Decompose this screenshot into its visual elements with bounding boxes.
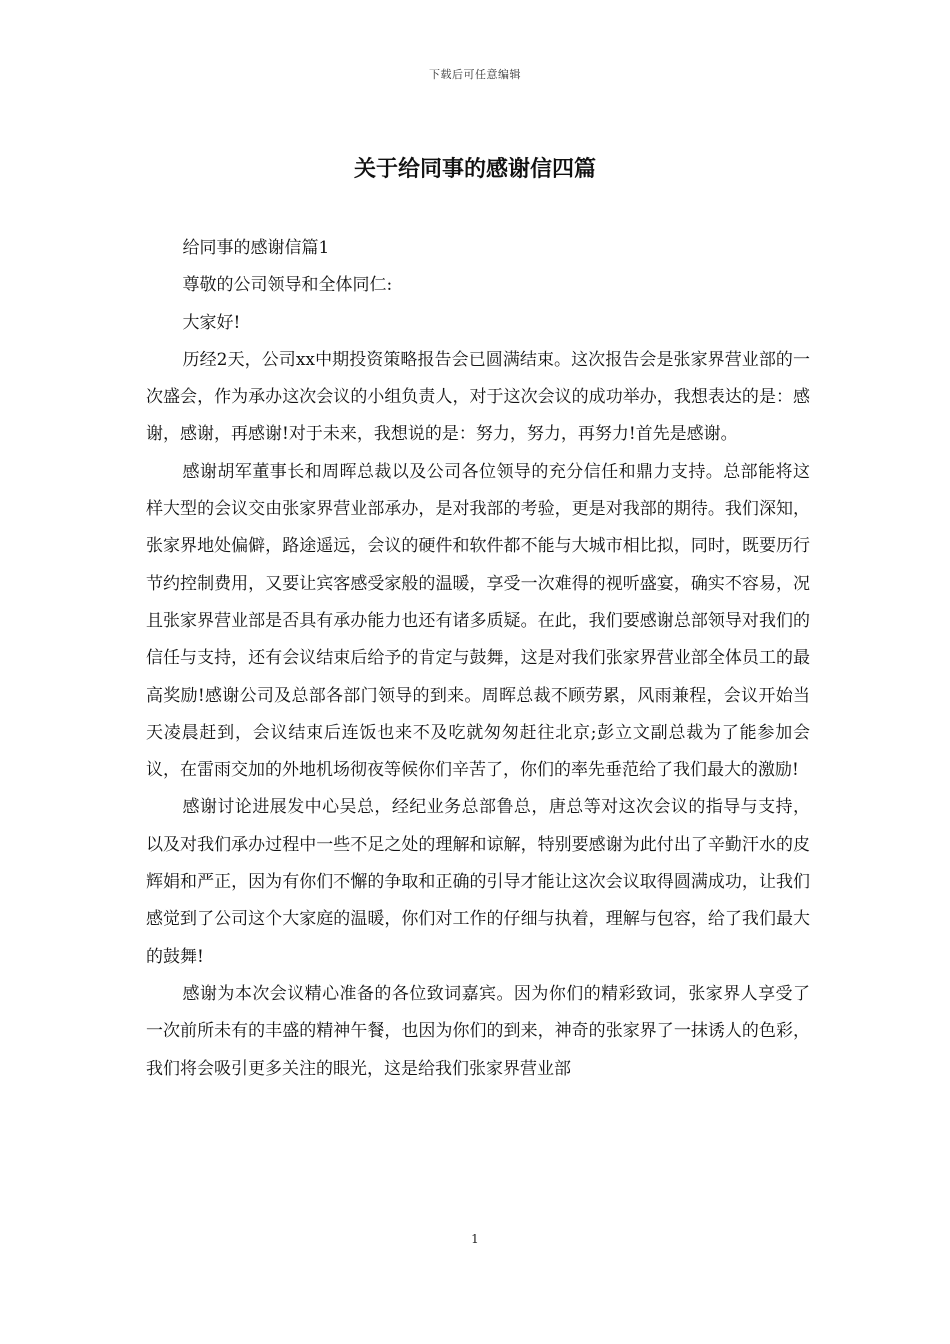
page-number: 1: [471, 1232, 479, 1246]
body-paragraph: 历经2天，公司xx中期投资策略报告会已圆满结束。这次报告会是张家界营业部的一次盛会，作为承办这次会议的小组负责人，对于这次会议的成功举办，我想表达的是：感谢，感谢，再感谢!对于未来，我想说的是：努力，努力，再努力!首先是感谢。: [146, 349, 810, 445]
body-paragraph: 感谢胡军董事长和周晖总裁以及公司各位领导的充分信任和鼎力支持。总部能将这样大型的会议交由张家界营业部承办，是对我部的考验，更是对我部的期待。我们深知，张家界地处偏僻，路途遥远，会议的硬件和软件都不能与大城市相比拟，同时，既要历行节约控制费用，又要让宾客感受家般的温暖，享受一次难得的视听盛宴，确实不容易，况且张家界营业部是否具有承办能力也还有诸多质疑。在此，我们要感谢总部领导对我们的信任与支持，还有会议结束后给予的肯定与鼓舞，这是对我们张家界营业部全体员工的最高奖励!感谢公司及总部各部门领导的到来。周晖总裁不顾劳累，风雨兼程，会议开始当天凌晨赶到，会议结束后连饭也来不及吃就匆匆赶往北京;彭立文副总裁为了能参加会议，在雷雨交加的外地机场彻夜等候你们辛苦了，你们的率先垂范给了我们最大的激励!: [146, 461, 810, 781]
salutation: 尊敬的公司领导和全体同仁:: [182, 275, 393, 296]
header-note: 下载后可任意编辑: [429, 68, 521, 81]
document-title: 关于给同事的感谢信四篇: [353, 156, 596, 182]
body-paragraph: 感谢讨论进展发中心吴总，经纪业务总部鲁总，唐总等对这次会议的指导与支持，以及对我们承办过程中一些不足之处的理解和谅解，特别要感谢为此付出了辛勤汗水的皮辉娟和严正，因为有你们不懈的争取和正确的引导才能让这次会议取得圆满成功，让我们感觉到了公司这个大家庭的温暖，你们对工作的仔细与执着，理解与包容，给了我们最大的鼓舞!: [146, 797, 810, 967]
body-paragraph: 感谢为本次会议精心准备的各位致词嘉宾。因为你们的精彩致词，张家界人享受了一次前所未有的丰盛的精神午餐，也因为你们的到来，神奇的张家界了一抹诱人的色彩，我们将会吸引更多关注的眼光，这是给我们张家界营业部: [146, 983, 810, 1079]
document-body: [146, 230, 810, 1088]
section-heading: 给同事的感谢信篇1: [182, 238, 330, 258]
greeting: 大家好!: [182, 312, 241, 333]
